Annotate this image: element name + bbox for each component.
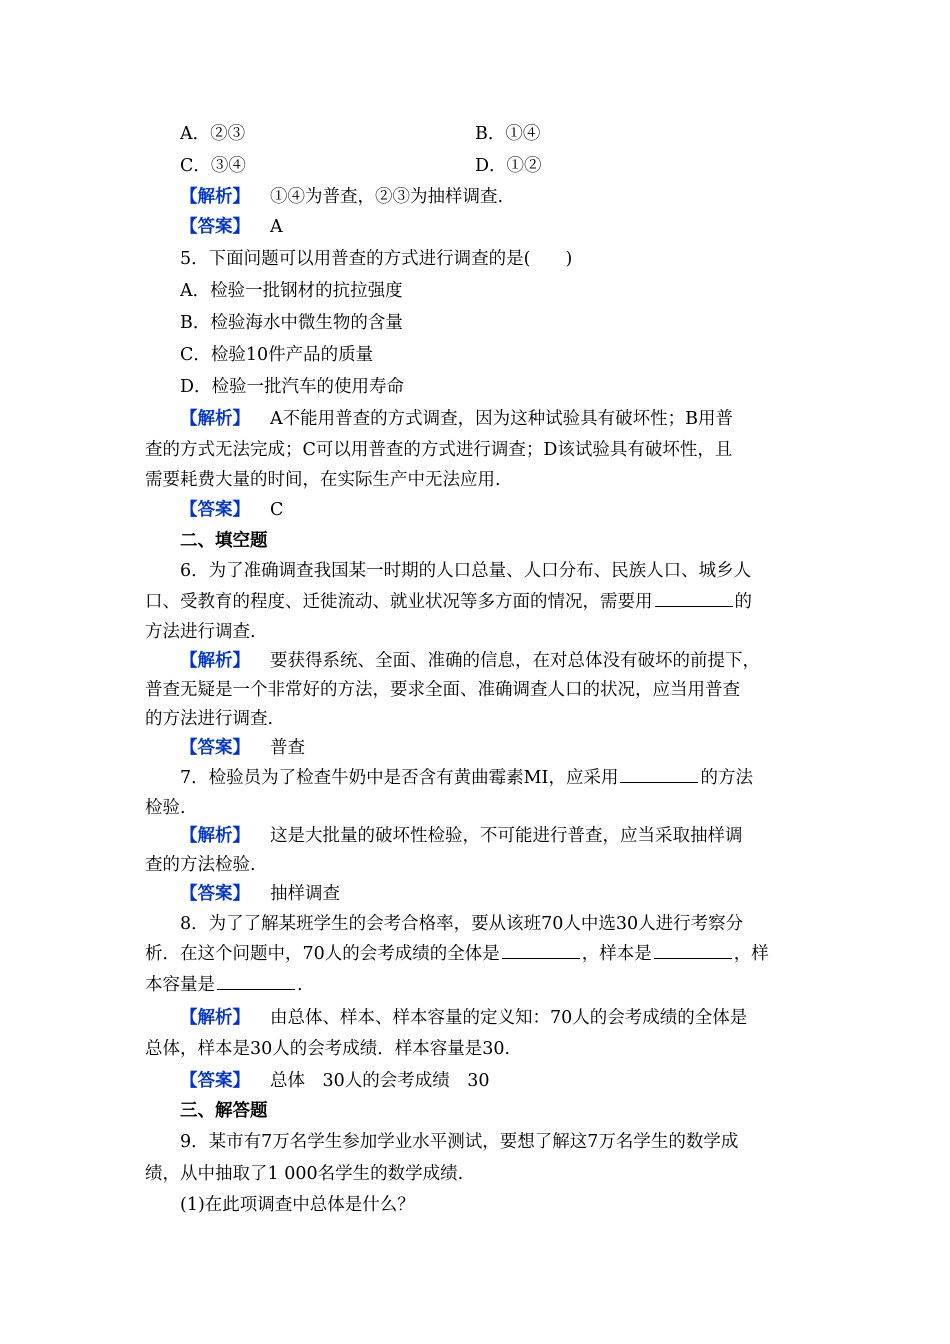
q5-option-c: C．检验10件产品的质量 <box>180 345 374 365</box>
answer-tag: 【答案】 <box>180 884 250 904</box>
answer-blank <box>655 588 733 607</box>
q6-line-1: 6．为了准确调查我国某一时期的人口总量、人口分布、民族人口、城乡人 <box>180 561 752 581</box>
q5-answer <box>180 495 810 525</box>
q8-line-2-mid: ，样本是 <box>581 944 652 964</box>
q8-line-3-text: 本容量是 <box>145 975 215 995</box>
q4-analysis <box>180 182 810 212</box>
q6-analysis-line-1 <box>180 646 810 676</box>
q8-analysis-text-1: 由总体、样本、样本容量的定义知：70人的会考成绩的全体是 <box>270 1008 748 1028</box>
q7-analysis-line-1 <box>180 821 810 851</box>
q5-analysis-line-3: 需要耗费大量的时间，在实际生产中无法应用. <box>145 470 501 490</box>
q7-answer-text: 抽样调查 <box>270 884 340 904</box>
q5-stem: 5．下面问题可以用普查的方式进行调查的是( ) <box>180 249 573 269</box>
answer-blank <box>217 971 295 990</box>
q5-analysis-line-1 <box>180 404 810 434</box>
q6-analysis-line-2: 普查无疑是一个非常好的方法，要求全面、准确调查人口的状况，应当用普查 <box>145 680 740 700</box>
q6-analysis-line-3: 的方法进行调查. <box>145 709 274 729</box>
analysis-tag: 【解析】 <box>180 1008 250 1028</box>
q5-option-b: B．检验海水中微生物的含量 <box>180 313 403 333</box>
q8-line-3-tail: . <box>297 975 303 995</box>
q7-line-1 <box>180 763 810 793</box>
q6-analysis-text-1: 要获得系统、全面、准确的信息，在对总体没有破坏的前提下， <box>270 651 760 671</box>
q7-line-1-text: 7．检验员为了检查牛奶中是否含有黄曲霉素MI，应采用 <box>180 768 619 788</box>
answer-tag: 【答案】 <box>180 217 250 237</box>
answer-tag: 【答案】 <box>180 500 250 520</box>
q4-answer-text: A <box>270 217 283 237</box>
q6-line-2 <box>145 587 810 617</box>
answer-blank <box>502 940 580 959</box>
section-solve-title: 三、解答题 <box>180 1101 268 1121</box>
q5-analysis-text-1: A不能用普查的方式调查，因为这种试验具有破坏性；B用普 <box>270 409 733 429</box>
answer-blank <box>654 940 732 959</box>
q6-answer <box>180 733 810 763</box>
q6-line-2-tail: 的 <box>734 592 752 612</box>
q9-line-2: 绩，从中抽取了1 000名学生的数学成绩. <box>145 1164 464 1184</box>
q9-subquestion-1: (1)在此项调查中总体是什么？ <box>180 1195 415 1215</box>
q7-line-2: 检验. <box>145 798 186 818</box>
q7-line-1-tail: 的方法 <box>700 768 753 788</box>
q4-option-c: C．③④ <box>180 156 246 176</box>
analysis-tag: 【解析】 <box>180 187 250 207</box>
analysis-tag: 【解析】 <box>180 409 250 429</box>
q4-answer <box>180 212 810 242</box>
q7-analysis-line-2: 查的方法检验. <box>145 855 256 875</box>
answer-tag: 【答案】 <box>180 1071 250 1091</box>
answer-tag: 【答案】 <box>180 738 250 758</box>
q8-line-2 <box>145 939 810 969</box>
q9-line-1: 9．某市有7万名学生参加学业水平测试，要想了解这7万名学生的数学成 <box>180 1132 739 1152</box>
answer-blank <box>620 764 698 783</box>
q4-option-d: D．①② <box>475 156 542 176</box>
q7-analysis-text-1: 这是大批量的破坏性检验，不可能进行普查，应当采取抽样调 <box>270 826 743 846</box>
q5-option-a: A．检验一批钢材的抗拉强度 <box>180 281 403 301</box>
q8-analysis-line-1 <box>180 1003 810 1033</box>
q8-answer <box>180 1066 810 1096</box>
q6-line-2-text: 口、受教育的程度、迁徙流动、就业状况等多方面的情况，需要用 <box>145 592 653 612</box>
q8-line-2-tail: ，样 <box>733 944 769 964</box>
q5-answer-text: C <box>270 500 284 520</box>
q6-line-3: 方法进行调查. <box>145 622 256 642</box>
analysis-tag: 【解析】 <box>180 826 250 846</box>
q5-analysis-line-2: 查的方式无法完成；C可以用普查的方式进行调查；D该试验具有破坏性，且 <box>145 440 733 460</box>
q5-option-d: D．检验一批汽车的使用寿命 <box>180 377 405 397</box>
q8-analysis-line-2: 总体，样本是30人的会考成绩．样本容量是30. <box>145 1039 511 1059</box>
q7-answer <box>180 879 810 909</box>
q4-option-b: B．①④ <box>475 124 541 144</box>
q8-line-1: 8．为了了解某班学生的会考合格率，要从该班70人中选30人进行考察分 <box>180 914 744 934</box>
q8-line-3 <box>145 970 810 1000</box>
analysis-tag: 【解析】 <box>180 651 250 671</box>
q8-answer-text: 总体 30人的会考成绩 30 <box>270 1071 490 1091</box>
q4-analysis-text: ①④为普查，②③为抽样调查. <box>270 187 504 207</box>
q6-answer-text: 普查 <box>270 738 305 758</box>
section-fill-in-title: 二、填空题 <box>180 531 268 551</box>
q4-option-a: A．②③ <box>180 124 246 144</box>
q8-line-2-text: 析．在这个问题中，70人的会考成绩的全体是 <box>145 944 500 964</box>
